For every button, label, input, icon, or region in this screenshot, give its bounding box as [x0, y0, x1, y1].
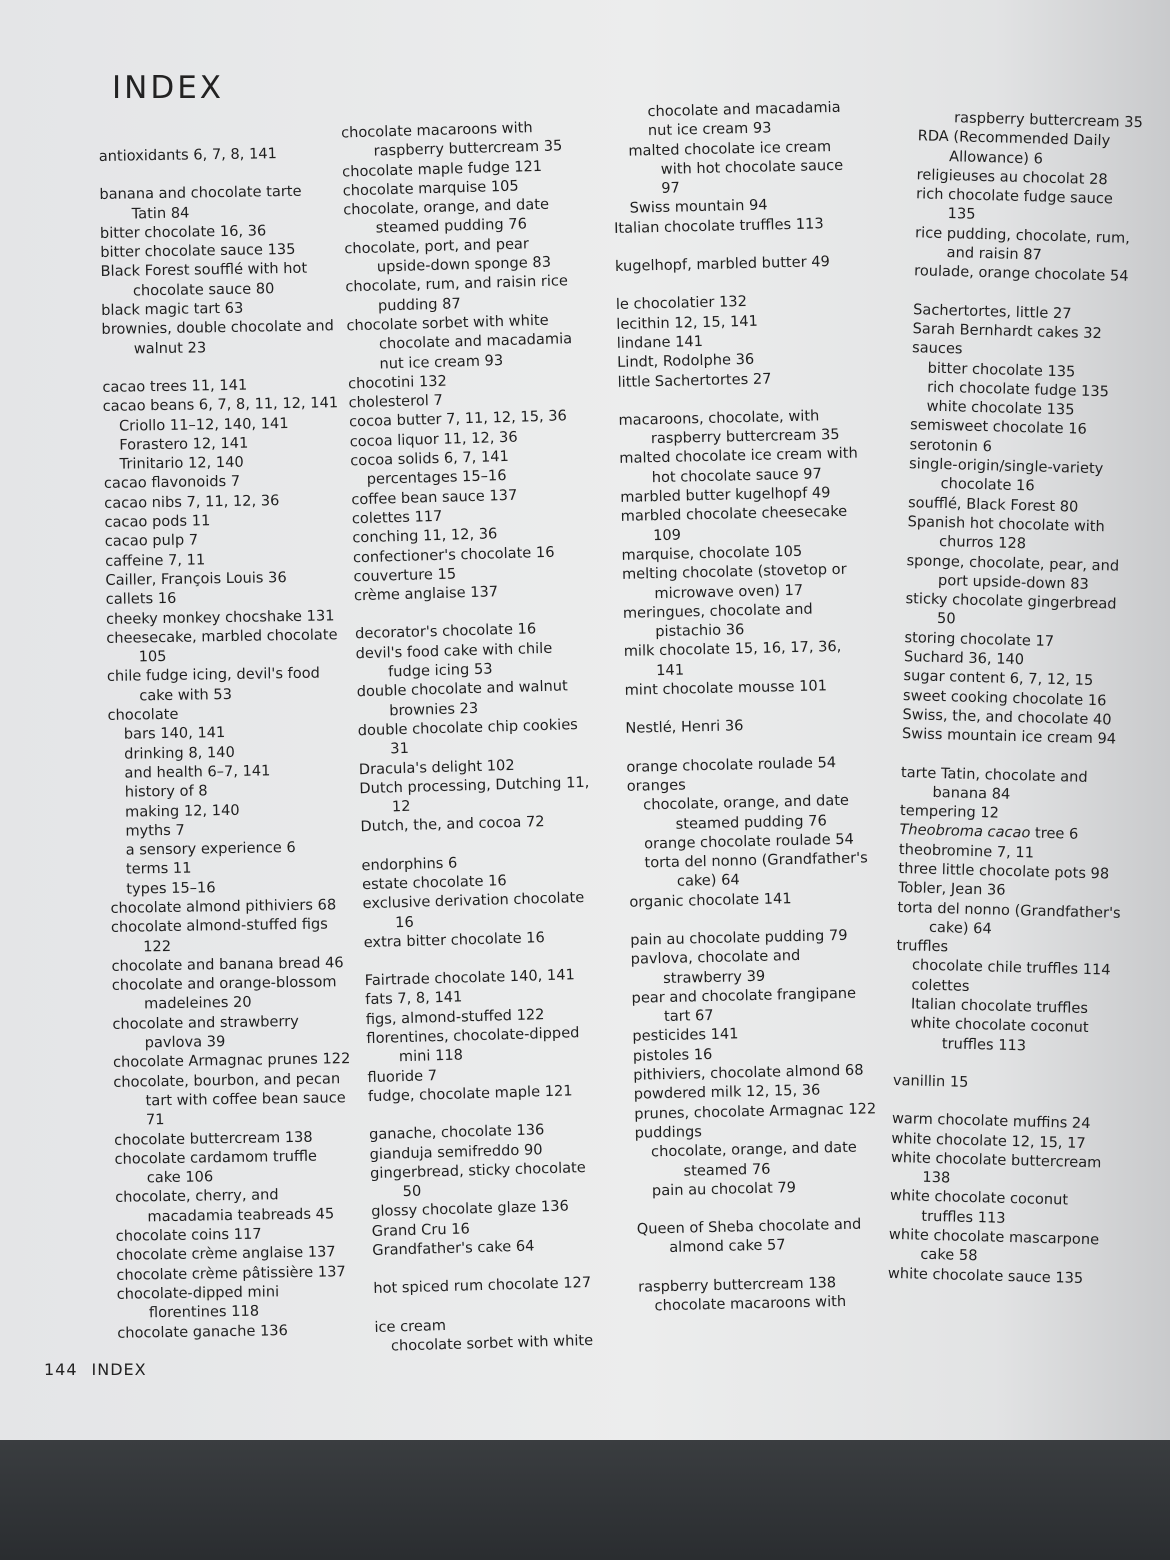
entry-text: sauces — [911, 339, 963, 358]
entry-text: hot spiced rum chocolate 127 — [373, 1274, 592, 1298]
entry-text: chocolate — [107, 705, 179, 724]
entry-text: little Sachertortes 27 — [617, 369, 772, 391]
index-entry — [346, 310, 580, 374]
index-entry — [112, 1011, 353, 1053]
entry-text: brownies, double chocolate and walnut 23 — [101, 317, 334, 358]
entry-text: white chocolate sauce 135 — [887, 1264, 1084, 1287]
index-column-4 — [888, 107, 1144, 1288]
entry-text: RDA (Recommended Daily Allowance) 6 — [917, 127, 1111, 168]
entry-text: rich chocolate fudge sauce 135 — [915, 185, 1114, 224]
entry-text: ganache, chocolate 136 — [368, 1121, 545, 1144]
entry-text: chocolate ganache 136 — [117, 1321, 289, 1342]
italic-term: Theobroma cacao — [899, 821, 1031, 842]
entry-text: Sarah Bernhardt cakes 32 — [912, 320, 1103, 343]
entry-text: white chocolate 135 — [926, 397, 1075, 419]
entry-text: pavlova, chocolate and strawberry 39 — [630, 947, 801, 987]
entry-text: Queen of Sheba chocolate and almond cake 57 — [636, 1215, 862, 1257]
index-entry — [889, 1186, 1115, 1230]
index-entry — [116, 1281, 357, 1323]
page-number: 144 — [44, 1360, 78, 1379]
entry-text: Dracula's delight 102 — [358, 756, 515, 778]
entry-text: chocolate marquise 105 — [342, 177, 519, 200]
entry-text: cocoa butter 7, 11, 12, 15, 36 — [348, 407, 568, 431]
entry-text: chocolate and macadamia nut ice cream 93 — [647, 98, 841, 140]
entry-text: Lindt, Rodolphe 36 — [616, 351, 755, 372]
index-entry — [111, 914, 352, 956]
entry-text: pain au chocolat 79 — [651, 1178, 797, 1200]
entry-text: double chocolate chip cookies 31 — [357, 716, 579, 758]
entry-text: lindane 141 — [616, 332, 704, 352]
entry-text: gianduja semifreddo 90 — [369, 1140, 543, 1163]
entry-text: callets 16 — [105, 590, 177, 609]
entry-text: figs, almond-stuffed 122 — [365, 1005, 545, 1028]
entry-text: cheesecake, marbled chocolate 105 — [106, 626, 338, 666]
entry-text: malted chocolate ice cream with hot chocolate sauce 97 — [628, 137, 844, 198]
entry-text: Criollo 11–12, 140, 141 — [118, 414, 289, 435]
entry-text: chocolate crème anglaise 137 — [115, 1243, 336, 1265]
entry-text: organic chocolate 141 — [629, 889, 792, 911]
entry-text: cholesterol 7 — [348, 391, 443, 412]
index-entry — [888, 1225, 1114, 1269]
entry-text: lecithin 12, 15, 141 — [616, 312, 759, 333]
entry-text: tarte Tatin, chocolate and banana 84 — [900, 763, 1088, 803]
entry-text: Italian chocolate truffles 113 — [613, 214, 824, 237]
entry-text: types 15–16 — [126, 878, 216, 898]
entry-text: chile fudge icing, devil's food cake with 53 — [106, 664, 321, 705]
index-subentry — [635, 1137, 886, 1181]
entry-text: sugar content 6, 7, 12, 15 — [903, 667, 1094, 690]
entry-text: chocolate, cherry, and macadamia teabreads 45 — [114, 1186, 335, 1226]
entry-text: history of 8 — [124, 782, 208, 801]
index-column-1 — [99, 143, 358, 1342]
entry-text: chocolate, rum, and raisin rice pudding 87 — [345, 272, 569, 315]
entry-text: pesticides 141 — [632, 1025, 739, 1046]
entry-text: marbled butter kugelhopf 49 — [620, 484, 831, 506]
entry-text: pithiviers, chocolate almond 68 — [633, 1061, 864, 1084]
entry-text: Tobler, Jean 36 — [897, 879, 1006, 900]
entry-text: myths 7 — [125, 821, 185, 840]
entry-text: pear and chocolate frangipane tart 67 — [631, 984, 857, 1026]
index-entry — [362, 888, 595, 933]
index-entry — [906, 551, 1132, 595]
entry-text: cacao flavonoids 7 — [103, 473, 241, 493]
entry-text: Grand Cru 16 — [371, 1220, 471, 1240]
entry-text: decorator's chocolate 16 — [354, 620, 537, 643]
index-entry — [637, 1214, 888, 1258]
entry-text: single-origin/single-variety chocolate 16 — [908, 455, 1104, 495]
entry-text: fats 7, 8, 141 — [365, 988, 463, 1009]
entry-text: powdered milk 12, 15, 36 — [633, 1081, 821, 1104]
entry-text: white chocolate buttercream 138 — [890, 1148, 1102, 1187]
entry-text: marbled chocolate cheesecake 109 — [620, 503, 848, 544]
entry-text: chocolate almond pithiviers 68 — [110, 896, 337, 917]
entry-text: mint chocolate mousse 101 — [624, 677, 828, 699]
entry-text: tree 6 — [1030, 824, 1079, 844]
entry-text: malted chocolate ice cream with hot chocolate sauce 97 — [619, 444, 858, 486]
entry-text: puddings — [634, 1123, 703, 1142]
entry-text: Swiss, the, and chocolate 40 — [902, 705, 1112, 729]
index-entry — [915, 184, 1141, 228]
entry-text: banana and chocolate tarte Tatin 84 — [99, 183, 302, 223]
entry-text: macaroons, chocolate, with raspberry buttercream 35 — [618, 407, 840, 448]
index-entry — [113, 1069, 354, 1131]
entry-text: chocotini 132 — [347, 372, 448, 393]
entry-text: and health 6–7, 141 — [124, 762, 271, 782]
entry-text: glossy chocolate glaze 136 — [370, 1197, 570, 1221]
index-entry — [99, 181, 340, 223]
entry-text: melting chocolate (stovetop or microwave oven) 17 — [621, 561, 847, 602]
entry-text: endorphins 6 — [361, 854, 458, 874]
index-entry — [622, 559, 873, 603]
entry-text: orange chocolate roulade 54 — [643, 830, 855, 853]
index-subentry — [612, 136, 863, 200]
index-entry — [366, 1023, 599, 1068]
entry-text: le chocolatier 132 — [615, 293, 748, 314]
entry-text: antioxidants 6, 7, 8, 141 — [98, 145, 277, 165]
entry-text: Sachertortes, little 27 — [912, 300, 1072, 323]
entry-text: chocolate crème pâtissière 137 — [116, 1262, 346, 1284]
entry-text: chocolate, orange, and date steamed 76 — [650, 1138, 858, 1180]
entry-text: pain au chocolate pudding 79 — [630, 926, 848, 949]
entry-text: storing chocolate 17 — [904, 628, 1055, 650]
index-entry — [112, 972, 353, 1014]
entry-text: chocolate and banana bread 46 — [111, 954, 344, 975]
entry-text: tempering 12 — [899, 802, 1000, 822]
entry-text: Grandfather's cake 64 — [372, 1237, 535, 1260]
entry-text: Italian chocolate truffles — [910, 995, 1089, 1018]
entry-text: colettes — [911, 976, 970, 995]
index-entry — [103, 393, 343, 416]
entry-text: chocolate Armagnac prunes 122 — [112, 1050, 351, 1072]
entry-text: bitter chocolate 135 — [927, 359, 1076, 381]
entry-text: crème anglaise 137 — [353, 583, 499, 605]
entry-text: Dutch processing, Dutching 11, 12 — [359, 773, 590, 816]
index-entry — [343, 194, 576, 239]
entry-text: kugelhopf, marbled butter 49 — [614, 253, 831, 276]
entry-text: devil's food cake with chile fudge icing 53 — [355, 639, 553, 681]
entry-text: Spanish hot chocolate with churros 128 — [907, 513, 1106, 553]
index-entry — [100, 259, 341, 301]
index-entry — [356, 676, 589, 721]
entry-text: bitter chocolate 16, 36 — [99, 222, 267, 242]
index-entry — [630, 944, 881, 988]
entry-text: confectioner's chocolate 16 — [352, 543, 555, 566]
entry-text: chocolate, orange, and date steamed pudding 76 — [643, 791, 850, 833]
index-entry — [631, 983, 882, 1027]
entry-text: rice pudding, chocolate, rum, and raisin 87 — [914, 223, 1131, 264]
entry-text: making 12, 140 — [124, 801, 240, 821]
entry-text: couverture 15 — [353, 565, 457, 586]
page-footer — [44, 1360, 147, 1379]
entry-text: chocolate maple fudge 121 — [341, 157, 543, 181]
entry-text: rich chocolate fudge 135 — [926, 378, 1110, 401]
index-entry — [611, 97, 862, 141]
entry-text: Fairtrade chocolate 140, 141 — [364, 966, 576, 990]
index-entry — [624, 637, 875, 681]
entry-text: vanillin 15 — [892, 1071, 969, 1091]
entry-text: cacao pods 11 — [104, 512, 211, 531]
entry-text: warm chocolate muffins 24 — [891, 1110, 1091, 1133]
entry-text: meringues, chocolate and pistachio 36 — [622, 600, 813, 641]
entry-text: cocoa liquor 11, 12, 36 — [349, 428, 518, 451]
entry-text: milk chocolate 15, 16, 17, 36, 141 — [623, 638, 842, 679]
entry-text: white chocolate coconut truffles 113 — [889, 1187, 1069, 1227]
footer-label: INDEX — [91, 1360, 147, 1379]
index-entry — [618, 405, 869, 449]
index-entry — [114, 1146, 355, 1188]
index-entry — [116, 1262, 356, 1285]
index-entry — [907, 512, 1133, 556]
entry-text: Suchard 36, 140 — [903, 648, 1025, 669]
entry-text: orange chocolate roulade 54 — [626, 753, 837, 776]
entry-text: white chocolate 12, 15, 17 — [891, 1129, 1086, 1152]
entry-text: white chocolate mascarpone cake 58 — [888, 1225, 1100, 1265]
entry-text: coffee bean sauce 137 — [351, 486, 518, 508]
entry-text: chocolate sorbet with white chocolate and macadamia nut ice cream 93 — [346, 311, 573, 373]
index-entry — [101, 317, 342, 359]
entry-text: estate chocolate 16 — [361, 872, 507, 894]
entry-text: fluoride 7 — [367, 1066, 438, 1086]
index-entry — [370, 1157, 603, 1202]
entry-text: terms 11 — [125, 859, 192, 879]
entry-text: oranges — [626, 776, 686, 795]
entry-text: torta del nonno (Grandfather's cake) 64 — [644, 849, 868, 891]
entry-text: Black Forest soufflé with hot chocolate sauce 80 — [100, 260, 308, 300]
index-entry — [115, 1184, 356, 1226]
entry-text: black magic tart 63 — [101, 299, 244, 320]
entry-text: florentines, chocolate-dipped mini 118 — [366, 1024, 580, 1066]
entry-text: roulade, orange chocolate 54 — [913, 262, 1129, 286]
entry-text: bars 140, 141 — [123, 724, 226, 743]
index-entry — [619, 444, 870, 488]
index-subentry — [894, 1013, 1120, 1057]
entry-text: cacao beans 6, 7, 8, 11, 12, 141 — [102, 394, 339, 416]
index-entry — [106, 625, 347, 667]
entry-text: colettes 117 — [351, 507, 443, 528]
entry-text: marquise, chocolate 105 — [621, 542, 803, 564]
entry-text: semisweet chocolate 16 — [909, 416, 1088, 439]
entry-text: cacao trees 11, 141 — [102, 376, 248, 396]
entry-text: bitter chocolate sauce 135 — [100, 241, 296, 262]
index-entry — [341, 117, 574, 162]
index-entry — [359, 773, 592, 818]
entry-text: double chocolate and walnut brownies 23 — [356, 677, 568, 719]
index-entry — [908, 454, 1134, 498]
entry-text: drinking 8, 140 — [124, 743, 235, 763]
index-subentry — [627, 790, 878, 834]
index-entry — [914, 223, 1140, 267]
entry-text: Forastero 12, 141 — [119, 434, 249, 454]
page-title: INDEX — [112, 70, 225, 106]
index-entry — [897, 898, 1123, 942]
index-entry — [358, 715, 591, 760]
entry-text: chocolate sorbet with white — [390, 1331, 594, 1355]
index-entry — [917, 127, 1143, 171]
entry-text: Dutch, the, and cocoa 72 — [360, 813, 545, 836]
entry-text: fudge, chocolate maple 121 — [367, 1082, 573, 1106]
entry-text: ice cream — [374, 1316, 447, 1336]
entry-text: soufflé, Black Forest 80 — [907, 493, 1079, 516]
entry-text: chocolate, orange, and date steamed pudding 76 — [343, 195, 550, 238]
entry-text: chocolate almond-stuffed figs 122 — [110, 915, 328, 955]
entry-text: Cailler, François Louis 36 — [105, 568, 287, 589]
entry-text: Trinitario 12, 140 — [119, 453, 244, 473]
index-entry — [344, 233, 577, 278]
entry-text: prunes, chocolate Armagnac 122 — [634, 1099, 877, 1123]
entry-text: truffles — [896, 937, 949, 956]
entry-text: caffeine 7, 11 — [104, 550, 206, 570]
entry-text: religieuses au chocolat 28 — [916, 166, 1108, 189]
entry-text: raspberry buttercream 35 — [953, 109, 1144, 132]
entry-text: extra bitter chocolate 16 — [363, 928, 545, 952]
entry-text: percentages 15–16 — [366, 467, 507, 489]
entry-text: cheeky monkey chocshake 131 — [105, 606, 335, 628]
index-entry — [345, 271, 578, 316]
index-entry — [355, 638, 588, 683]
index-entry — [107, 664, 348, 706]
entry-text: cacao nibs 7, 11, 12, 36 — [104, 491, 280, 512]
entry-text: raspberry buttercream 138 — [637, 1273, 837, 1296]
entry-text: cocoa solids 6, 7, 141 — [350, 447, 510, 470]
entry-text: torta del nonno (Grandfather's cake) 64 — [897, 898, 1121, 938]
index-entry — [900, 763, 1126, 807]
entry-text: chocolate cardamom truffle cake 106 — [114, 1147, 318, 1187]
entry-text: three little chocolate pots 98 — [898, 859, 1110, 883]
entry-text: white chocolate coconut truffles 113 — [910, 1014, 1089, 1055]
entry-text: pistoles 16 — [632, 1045, 713, 1065]
entry-text: sponge, chocolate, pear, and port upside-down 83 — [906, 551, 1120, 593]
entry-text: theobromine 7, 11 — [898, 840, 1035, 862]
entry-text: chocolate macaroons with — [654, 1293, 847, 1315]
index-entry — [117, 1320, 357, 1343]
index-entry — [905, 589, 1131, 633]
entry-text: exclusive derivation chocolate 16 — [362, 889, 585, 931]
entry-text: chocolate and orange-blossom madeleines 20 — [111, 973, 337, 1013]
entry-text: sticky chocolate gingerbread 50 — [905, 590, 1117, 628]
entry-text: conching 11, 12, 36 — [352, 525, 498, 547]
entry-text: a sensory experience 6 — [125, 839, 296, 859]
index-entry — [890, 1148, 1116, 1192]
index-column-2 — [341, 117, 607, 1356]
entry-text: serotonin 6 — [909, 435, 993, 456]
entry-text: Nestlé, Henri 36 — [625, 717, 744, 738]
index-subentry — [628, 848, 879, 892]
entry-text: chocolate buttercream 138 — [114, 1128, 313, 1149]
entry-text: sweet cooking chocolate 16 — [902, 686, 1107, 709]
background-surface — [0, 1440, 1170, 1560]
entry-text: chocolate coins 117 — [115, 1225, 262, 1245]
entry-text: chocolate, port, and pear upside-down sponge 83 — [344, 235, 552, 276]
index-entry — [623, 598, 874, 642]
entry-text: Swiss mountain 94 — [629, 196, 768, 218]
entry-text: gingerbread, sticky chocolate 50 — [369, 1158, 586, 1201]
entry-text: chocolate and strawberry pavlova 39 — [112, 1012, 299, 1052]
index-entry — [620, 502, 871, 546]
entry-text: cacao pulp 7 — [104, 531, 199, 551]
entry-text: chocolate chile truffles 114 — [911, 956, 1111, 980]
index-column-3 — [611, 97, 888, 1316]
entry-text: chocolate-dipped mini florentines 118 — [116, 1283, 280, 1322]
entry-text: chocolate, bourbon, and pecan tart with coffee bean sauce 71 — [113, 1069, 346, 1129]
entry-text: chocolate macaroons with raspberry buttercream 35 — [340, 119, 563, 160]
entry-text: Swiss mountain ice cream 94 — [901, 725, 1117, 748]
